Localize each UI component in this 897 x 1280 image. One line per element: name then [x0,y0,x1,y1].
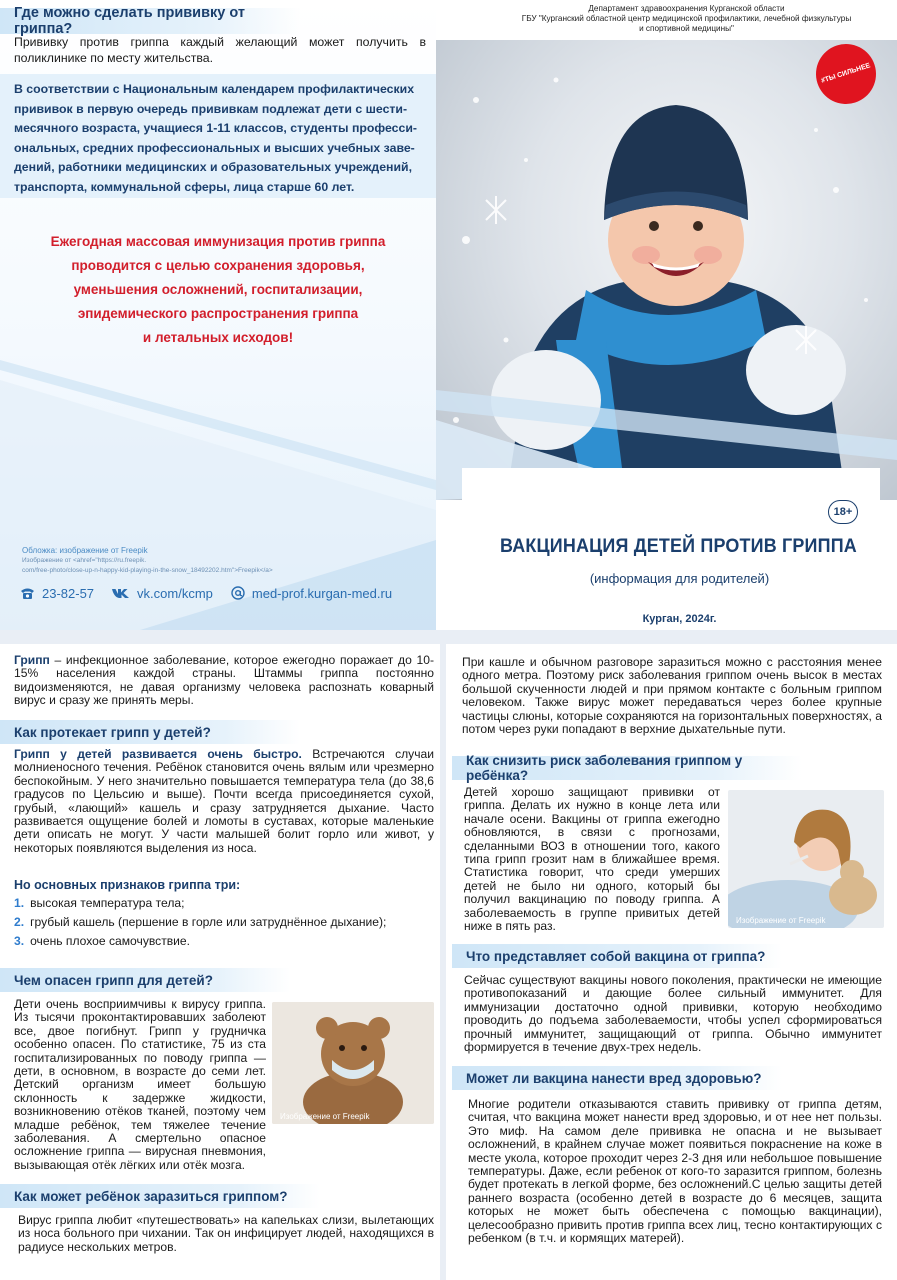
contacts-bar [0,578,436,608]
brochure-outer-side [0,0,897,630]
danger-heading: Чем опасен грипп для детей? [0,968,290,992]
list-item [14,913,434,932]
note-line: Ежегодная массовая иммунизация против гриппа [50,234,386,249]
calendar-line: месячного возраста, учащиеся 1-11 классов, студенты професси- [14,121,418,135]
where-text: Прививку против гриппа каждый желающий может получить в поликлинике по месту жительства. [14,35,426,65]
brochure-title: ВАКЦИНАЦИЯ ДЕТЕЙ ПРОТИВ ГРИППА [499,535,857,557]
how-lead: Грипп у детей развивается очень быстро. [14,747,302,761]
cover-panel [436,0,897,630]
infect-heading: Как может ребёнок заразиться гриппом? [0,1184,320,1208]
note-line: и летальных исходов! [142,330,294,345]
note-line: проводится с целью сохранения здоровья, [71,258,365,273]
vk-contact[interactable] [112,586,213,601]
cough-paragraph: При кашле и обычном разговоре заразиться можно с расстояния менее одного метра. Поэтому риск заболевания гриппом очень высок в местах большой скученности людей и при прямом контакте с больным гриппом человеком. Также вирус может передаваться через более крупные частицы слюны, которые сохраняются на горизонтальных поверхностях, а потом через руки попадают в верхние дыхательные пути. [462,655,882,737]
vaccine-heading: Что представляет собой вакцина от гриппа? [452,944,782,968]
intro-text: – инфекционное заболевание, которое ежегодно поражает до 10-15% населения каждой страны. Штаммы гриппа постоянно видоизменяются, не давая организму человека распознать коварный вирус и сразу же принять меры. [14,653,434,708]
list-text: грубый кашель (першение в горле или затруднённое дыхание); [30,915,387,929]
where-heading: Где можно сделать прививку от гриппа? [0,8,300,34]
cover-credit [22,545,322,576]
harm-heading: Может ли вакцина нанести вред здоровью? [452,1066,782,1090]
calendar-box [0,74,436,198]
brochure-subtitle: (информация для родителей) [589,571,770,586]
list-item [14,894,434,913]
credit-small: com/free-photo/close-up-n-happy-kid-playing-in-the-snow_18492202.htm">Freepik</a> [22,567,273,574]
how-heading: Как протекает грипп у детей? [0,720,300,744]
list-number: 1. [14,896,25,910]
vaccine-paragraph: Сейчас существуют вакцины нового поколения, практически не имеющие противопоказаний и дающие более сильный иммунитет. Для иммунизации достаточно одной прививки, которую необходимо проводить до подъема заболеваемости, чтобы успел сформироваться прочный иммунитет, защищающий от гриппа. Обычно иммунитет формируется в течение двух-трех недель. [464,973,882,1055]
girl-credit: Изображение от Freepik [736,916,826,925]
intro-paragraph [14,654,434,708]
teddy-bear-image [272,1002,434,1124]
calendar-line: В соответствии с Национальным календарем профилактических [14,82,415,96]
phone-icon [20,587,35,600]
inner-left-column [0,644,446,1280]
city-year: Курган, 2024г. [642,613,717,625]
brochure-inner-side [0,644,897,1280]
left-panel [0,0,436,630]
list-text: высокая температура тела; [30,896,185,910]
bear-image [272,1002,434,1124]
vk-icon [112,588,130,599]
note-line: эпидемического распространения гриппа [77,306,359,321]
campaign-logo: #ТЫ СИЛЬНЕЕ [808,36,884,112]
department-header [436,4,897,34]
page-divider [0,630,897,644]
list-number: 3. [14,934,25,948]
how-text: Встречаются случаи молниеносного течения. Ребёнок становится очень вялым или чрезмерно беспокойным. У него значительно повышается температура тела (до 38,6 градусов по Цельсию и выше). Почти всегда присоединяется сухой, грубый, «лающий» кашель и сразу затрудняется дыхание. Часто развивается ощущение болей и ломоты в суставах, которые маленькие дети описать не могут. У части малышей болит горло или живот, у некоторых появляются выделения из носа. [14,747,434,855]
credit-small: Изображение от <ahref="https://ru.freepik. [22,557,147,564]
girl-image [728,790,884,928]
dept-line: ГБУ "Курганский областной центр медицинской профилактики, лечебной физкультуры [521,14,852,23]
intro-term: Грипп [14,653,50,667]
reduce-paragraph: Детей хорошо защищают прививки от гриппа. Делать их нужно в конце лета или начале осени. Вакцины от гриппа ежегодно обновляются, в связи с прогнозами, сделанными ВОЗ в отношении того, какого типа грипп грозит нам в ближайшее время. Статистика говорит, что среди умерших детей не было ни одного, который бы получил вакцинацию по поводу гриппа. А заболеваемость в группе привитых детей ниже в пять раз. [464,785,720,934]
signs-list [14,894,434,951]
calendar-line: транспорта, коммунальной сферы, лица старше 60 лет. [14,179,355,194]
calendar-line: дений, работники медицинских и образовательных учреждений, [14,160,413,174]
site-contact[interactable] [231,586,392,601]
calendar-line: ональных, средних профессиональных и высших учебных заве- [14,140,415,155]
calendar-line: прививок в первую очередь прививкам подлежат дети с шести- [14,101,408,116]
signs-heading: Но основных признаков гриппа три: [14,878,241,892]
dept-line: и спортивной медицины" [639,24,734,33]
list-number: 2. [14,915,25,929]
dept-line: Департамент здравоохранения Курганской области [588,4,785,13]
bear-credit: Изображение от Freepik [280,1112,370,1121]
immunization-note [18,230,418,350]
harm-paragraph: Многие родители отказываются ставить прививку от гриппа детям, считая, что вакцина может нанести вред здоровью, и от нее нет пользы. Это миф. На самом деле прививка не опасна и не вызывает осложнений, в крайнем случае может появиться покраснение на коже в месте укола, которое проходит через 2-3 дня или небольшое повышение температуры. Даже, если ребенок от кого-то заразится гриппом, болезнь будет протекать в легкой форме, без осложнений.С целью защиты детей раннего возраста (особенно детей в возрасте до 6 месяцев, защита которых не может быть обеспечена с помощью вакцинации), целесообразно привить против гриппа всех лиц, тесно контактирующих с ребенком (в т.ч. и кормящих матерей). [468,1097,882,1246]
infect-paragraph: Вирус гриппа любит «путешествовать» на капельках слизи, вылетающих из носа больного при чихании. Так он инфицирует людей, находящихся в радиусе нескольких метров. [18,1213,434,1254]
sick-girl-image [728,790,884,928]
inner-right-column [446,644,897,1280]
list-text: очень плохое самочувствие. [30,934,191,948]
site-link: med-prof.kurgan-med.ru [251,585,393,601]
credit-line: Обложка: изображение от Freepik [22,546,148,555]
list-item [14,932,434,951]
how-paragraph [14,748,434,855]
vk-link: vk.com/kcmp [137,585,213,601]
email-icon [231,586,245,600]
phone-number: 23-82-57 [42,585,95,601]
reduce-heading: Как снизить риск заболевания гриппом у ребёнка? [452,756,802,780]
note-line: уменьшения осложнений, госпитализации, [73,282,363,297]
danger-paragraph: Дети очень восприимчивы к вирусу гриппа. Из тысячи проконтактировавших заболеют все, двое погибнут. Грипп у грудничка особенно опасен. По статистике, 75 из ста госпитализированных по поводу гриппа — дети, в основном, в возрасте до семи лет. Детский организм имеет большую склонность к задержке жидкости, возникновению отёков тканей, поэтому чем младше ребёнок, тем тяжелее течение заболевания. А смертельно опасное осложнение гриппа — вирусная пневмония, вызывающая отёк лёгких или отёк мозга. [14,997,266,1172]
phone-contact[interactable] [20,586,94,601]
age-badge: 18+ [828,500,858,524]
